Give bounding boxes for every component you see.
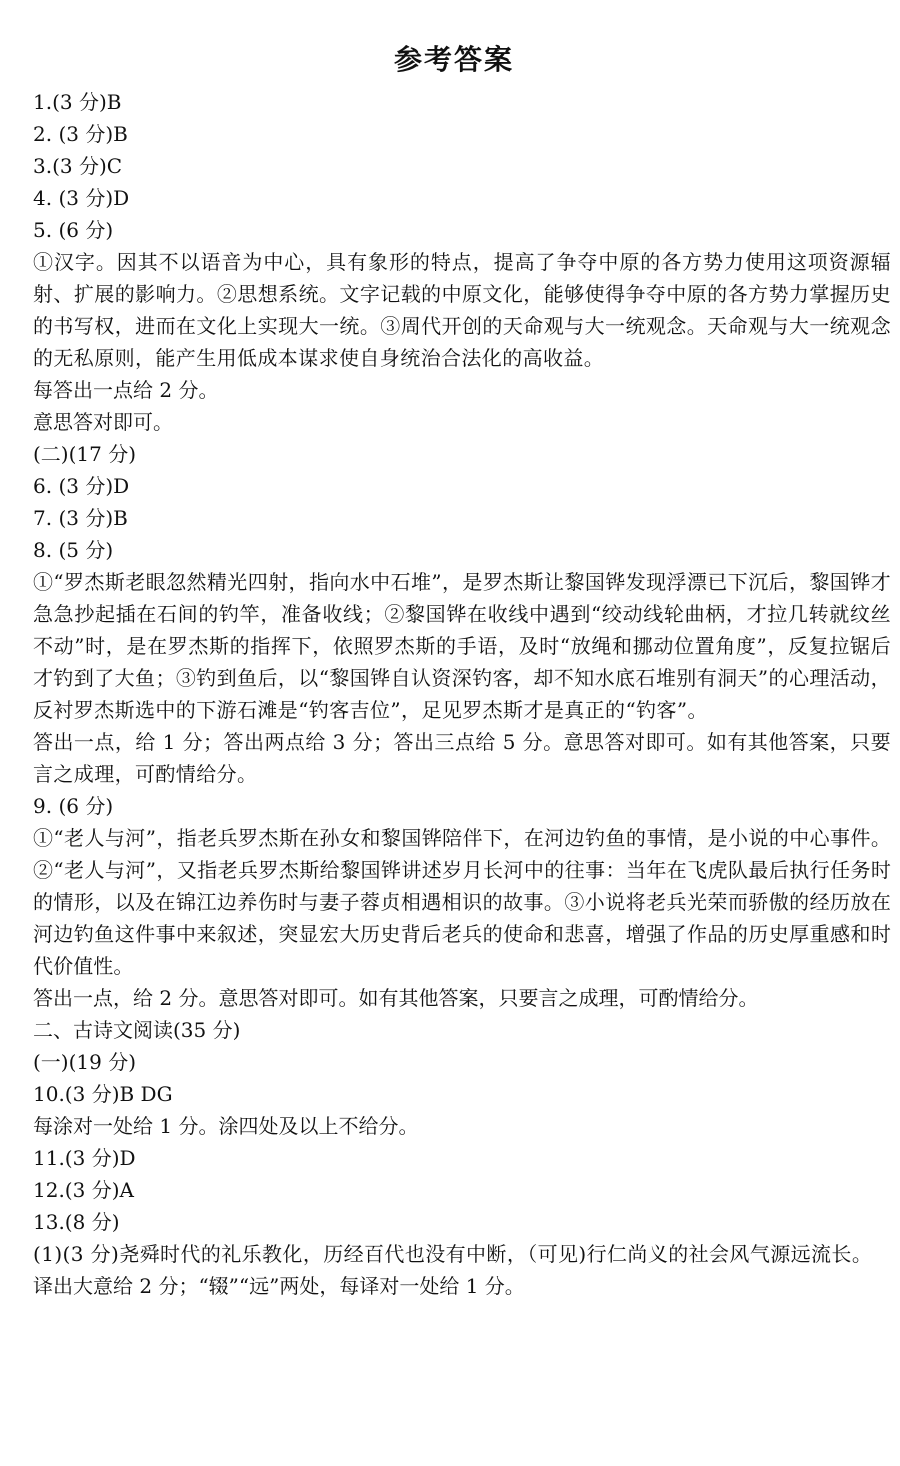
answer-line: 二、古诗文阅读(35 分) xyxy=(33,1018,241,1042)
answer-line: 5. (6 分) xyxy=(33,218,114,242)
answer-key-page xyxy=(33,40,891,1302)
answer-line: 答出一点，给 2 分。意思答对即可。如有其他答案，只要言之成理，可酌情给分。 xyxy=(33,986,759,1010)
answer-line: 12.(3 分)A xyxy=(33,1178,134,1202)
answer-paragraph: ①汉字。因其不以语音为中心，具有象形的特点，提高了争夺中原的各方势力使用这项资源辐射、扩展的影响力。②思想系统。文字记载的中原文化，能够使得争夺中原的各方势力掌握历史的书写权，进而在文化上实现大一统。③周代开创的天命观与大一统观念。天命观与大一统观念的无私原则，能产生用低成本谋求使自身统治合法化的高收益。 xyxy=(33,250,891,370)
answer-line: 11.(3 分)D xyxy=(33,1146,136,1170)
answer-line: 10.(3 分)B DG xyxy=(33,1082,173,1106)
answer-line: 意思答对即可。 xyxy=(33,410,173,434)
answer-paragraph: ①“罗杰斯老眼忽然精光四射，指向水中石堆”，是罗杰斯让黎国铧发现浮漂已下沉后，黎国铧才急急抄起插在石间的钓竿，准备收线；②黎国铧在收线中遇到“绞动线轮曲柄，才拉几转就纹丝不动”时，是在罗杰斯的指挥下，依照罗杰斯的手语，及时“放绳和挪动位置角度”，反复拉锯后才钓到了大鱼；③钓到鱼后，以“黎国铧自认资深钓客，却不知水底石堆别有洞天”的心理活动，反衬罗杰斯选中的下游石滩是“钓客吉位”，足见罗杰斯才是真正的“钓客”。 xyxy=(33,570,891,722)
answer-paragraph: 答出一点，给 1 分；答出两点给 3 分；答出三点给 5 分。意思答对即可。如有其他答案，只要言之成理，可酌情给分。 xyxy=(33,730,891,786)
answer-line: 每涂对一处给 1 分。涂四处及以上不给分。 xyxy=(33,1114,419,1138)
answer-line: (一)(19 分) xyxy=(33,1050,137,1074)
answer-line: 8. (5 分) xyxy=(33,538,114,562)
answer-line: 6. (3 分)D xyxy=(33,474,130,498)
answer-line: 1.(3 分)B xyxy=(33,90,122,114)
answer-line: (二)(17 分) xyxy=(33,442,137,466)
answer-line: 7. (3 分)B xyxy=(33,506,128,530)
answer-content xyxy=(33,86,891,1302)
answer-line: 13.(8 分) xyxy=(33,1210,120,1234)
answer-line: 2. (3 分)B xyxy=(33,122,128,146)
answer-line: 每答出一点给 2 分。 xyxy=(33,378,219,402)
answer-line: 译出大意给 2 分；“辍”“远”两处，每译对一处给 1 分。 xyxy=(33,1274,525,1298)
page-title: 参考答案 xyxy=(393,43,514,76)
answer-line: 4. (3 分)D xyxy=(33,186,130,210)
answer-line: 3.(3 分)C xyxy=(33,154,123,178)
answer-paragraph: (1)(3 分)尧舜时代的礼乐教化，历经百代也没有中断，（可见)行仁尚义的社会风气源远流长。 xyxy=(33,1242,873,1266)
answer-paragraph: ①“老人与河”，指老兵罗杰斯在孙女和黎国铧陪伴下，在河边钓鱼的事情，是小说的中心事件。②“老人与河”，又指老兵罗杰斯给黎国铧讲述岁月长河中的往事：当年在飞虎队最后执行任务时的情形，以及在锦江边养伤时与妻子蓉贞相遇相识的故事。③小说将老兵光荣而骄傲的经历放在河边钓鱼这件事中来叙述，突显宏大历史背后老兵的使命和悲喜，增强了作品的历史厚重感和时代价值性。 xyxy=(33,826,891,978)
answer-line: 9. (6 分) xyxy=(33,794,114,818)
